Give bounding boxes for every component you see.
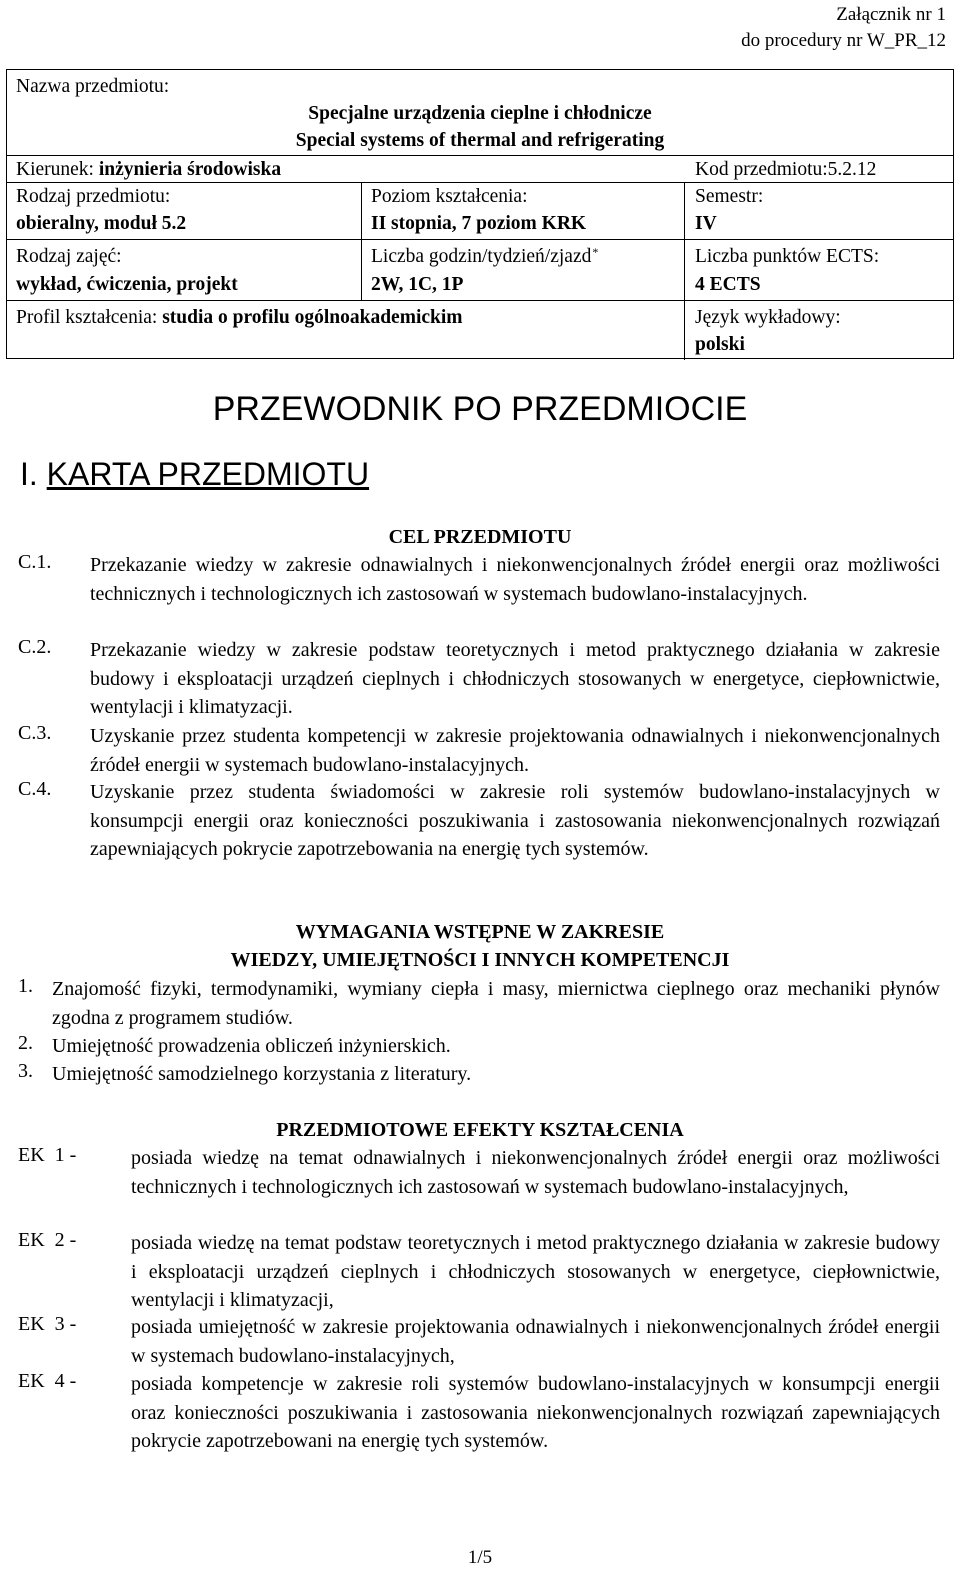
card-title <box>20 456 369 493</box>
course-type-value: obieralny, moduł 5.2 <box>16 213 187 234</box>
table-divider <box>361 182 362 300</box>
requirement-number: 3. <box>18 1060 33 1082</box>
goal-text: Przekazanie wiedzy w zakresie podstaw teoretycznych i metod praktycznego działania w zakresie budowy i eksploatacji urządzeń cieplnych i chłodniczych stosowanych w energetyce, ciepłownictwie, wentylacji i klimatyzacji. <box>90 639 940 718</box>
outcome-number: EK 3 - <box>18 1313 77 1335</box>
hours-label-text: Liczba godzin/tydzień/zjazd <box>371 246 592 267</box>
requirement-text: Umiejętność prowadzenia obliczeń inżynierskich. <box>52 1035 451 1057</box>
annex-header <box>741 2 946 54</box>
ects-label: Liczba punktów ECTS: <box>695 246 880 267</box>
profile-label: Profil kształcenia: <box>16 307 163 328</box>
goal-number: C.1. <box>18 551 52 573</box>
outcome-text: posiada wiedzę na temat podstaw teoretycznych i metod praktycznego działania w zakresie budowy i eksploatacji urządzeń cieplnych i chłodniczych stosowanych w energetyce, ciepłownictwie, wentylacji i klimatyzacji, <box>131 1232 940 1311</box>
footnote-mark: * <box>592 245 599 259</box>
education-level-value: II stopnia, 7 poziom KRK <box>371 213 587 234</box>
class-type-value: wykład, ćwiczenia, projekt <box>16 274 238 295</box>
hours-label <box>371 243 598 270</box>
class-type-label: Rodzaj zajęć: <box>16 246 122 267</box>
requirement-text: Znajomość fizyki, termodynamiki, wymiany ciepła i masy, miernictwa cieplnego oraz mechaniki płynów zgodna z programem studiów. <box>52 978 940 1029</box>
document-title: PRZEWODNIK PO PRZEDMIOCIE <box>212 390 748 428</box>
table-divider <box>684 182 685 360</box>
profile <box>16 304 463 331</box>
goal-text: Uzyskanie przez studenta świadomości w zakresie roli systemów budowlano-instalacyjnych w konsumpcji energii oraz konieczności poszukiwania i zastosowania niekonwencjonalnych rozwiązań zapewniających pokrycie zapotrzebowania na energię tych systemów. <box>90 781 940 860</box>
field-value: inżynieria środowiska <box>98 159 282 180</box>
outcome-text: posiada umiejętność w zakresie projektowania odnawialnych i niekonwencjonalnych źródeł energii w systemach budowlano-instalacyjnych, <box>131 1316 940 1367</box>
semester-label: Semestr: <box>695 186 764 207</box>
outcomes-heading: PRZEDMIOTOWE EFEKTY KSZTAŁCENIA <box>276 1119 684 1141</box>
table-divider <box>7 300 953 301</box>
field-label: Kierunek: <box>16 159 99 180</box>
language-label: Język wykładowy: <box>695 307 841 328</box>
outcome-number: EK 4 - <box>18 1370 77 1392</box>
course-name-label: Nazwa przedmiotu: <box>16 76 170 97</box>
requirement-number: 2. <box>18 1032 33 1054</box>
annex-line-2: do procedury nr W_PR_12 <box>741 30 946 51</box>
course-code: Kod przedmiotu:5.2.12 <box>695 159 877 180</box>
card-number: I. <box>20 456 38 492</box>
card-title-text: KARTA PRZEDMIOTU <box>46 456 370 492</box>
page-number: 1/5 <box>467 1547 493 1568</box>
course-info-table <box>6 69 954 359</box>
goal-text: Uzyskanie przez studenta kompetencji w zakresie projektowania odnawialnych i niekonwencjonalnych źródeł energii w systemach budowlano-instalacyjnych. <box>90 725 940 776</box>
language-value: polski <box>695 334 745 355</box>
profile-value: studia o profilu ogólnoakademickim <box>162 307 463 328</box>
outcome-text: posiada kompetencje w zakresie roli systemów budowlano-instalacyjnych w konsumpcji energii oraz konieczności poszukiwania i zastosowania niekonwencjonalnych rozwiązań zapewniających pokrycie zapotrzebowani na energię tych systemów. <box>131 1373 940 1452</box>
requirement-text: Umiejętność samodzielnego korzystania z literatury. <box>52 1063 472 1085</box>
annex-line-1: Załącznik nr 1 <box>836 4 946 25</box>
goal-number: C.3. <box>18 722 52 744</box>
goal-text: Przekazanie wiedzy w zakresie odnawialnych i niekonwencjonalnych źródeł energii oraz możliwości technicznych i technologicznych ich zastosowań w systemach budowlano-instalacyjnych. <box>90 554 940 605</box>
education-level-label: Poziom kształcenia: <box>371 186 528 207</box>
field-of-study <box>16 156 281 183</box>
ects-value: 4 ECTS <box>695 274 761 295</box>
outcome-number: EK 2 - <box>18 1229 77 1251</box>
requirements-heading: WYMAGANIA WSTĘPNE W ZAKRESIE <box>295 921 665 943</box>
hours-value: 2W, 1C, 1P <box>371 274 464 295</box>
outcome-number: EK 1 - <box>18 1144 77 1166</box>
semester-value: IV <box>695 213 717 234</box>
goals-heading: CEL PRZEDMIOTU <box>388 526 572 548</box>
course-type-label: Rodzaj przedmiotu: <box>16 186 171 207</box>
requirement-number: 1. <box>18 975 33 997</box>
goal-number: C.4. <box>18 778 52 800</box>
course-name-en: Special systems of thermal and refrigerating <box>295 130 665 151</box>
outcome-text: posiada wiedzę na temat odnawialnych i niekonwencjonalnych źródeł energii oraz możliwości technicznych i technologicznych ich zastosowań w systemach budowlano-instalacyjnych, <box>131 1147 940 1198</box>
table-divider <box>7 239 953 240</box>
requirements-heading: WIEDZY, UMIEJĘTNOŚCI I INNYCH KOMPETENCJI <box>230 949 730 971</box>
goal-number: C.2. <box>18 636 52 658</box>
course-name-pl: Specjalne urządzenia cieplne i chłodnicze <box>308 103 652 124</box>
